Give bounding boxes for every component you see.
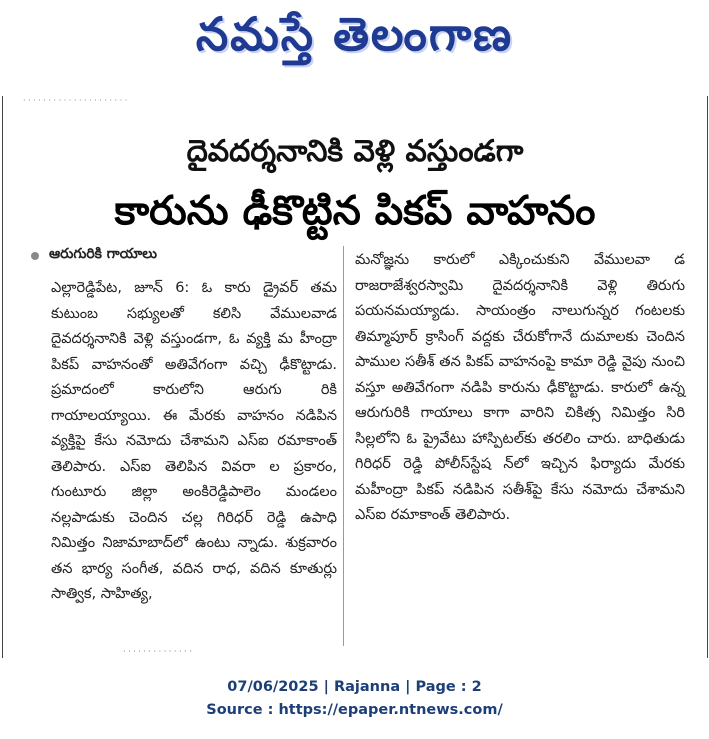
masthead [0, 0, 709, 80]
source-footer [0, 676, 709, 722]
column-left-text: ఎల్లారెడ్డిపేట, జూన్ 6: ఓ కారు డ్రైవర్ తమ కుటుంబ సభ్యులతో కలిసి వేములవాడ దైవదర్శనానికి వెళ్లి వస్తుండగా, ఓ వ్యక్తి మ హీంద్రా పికప్ వాహనంతో అతివేగంగా వచ్చి ఢీకొట్టాడు. ప్రమాదంలో కారులోని ఆరుగు రికి గాయాలయ్యాయి. ఈ మేరకు వాహనం నడిపిన వ్యక్తిపై కేసు నమోదు చేశామని ఎస్ఐ రమాకాంత్ తెలిపారు. ఎస్ఐ తెలిపిన వివరా ల ప్రకారం, గుంటూరు జిల్లా అంకిరెడ్డిపాలెం మండలం నల్లపాడుకు చెందిన చల్ల గిరిధర్ రెడ్డి ఉపాధి నిమిత్తం నిజామాబాద్‌లో ఉంటు న్నాడు. శుక్రవారం తన భార్య సంగీత, వదిన రాధ, వదిన కూతుర్లు సాత్విక, సాహిత్య, [51, 280, 337, 602]
subheading [31, 246, 157, 265]
headline-line-1: దైవదర్శనానికి వెళ్లి వస్తుండగా [186, 134, 524, 169]
cropped-dateline-strip: · · · · · · · · · · · · · · · · · · · · · [23, 96, 128, 105]
footer-date-edition: 07/06/2025 | Rajanna | Page : 2 [227, 679, 482, 695]
headline-line-2: కారును ఢీకొట్టిన పికప్ వాహనం [114, 188, 596, 234]
article-column-right [355, 248, 685, 529]
subheading-text: ఆరుగురికి గాయాలు [49, 246, 157, 262]
footer-source-link[interactable]: Source : https://epaper.ntnews.com/ [206, 702, 503, 718]
cropped-bottom-strip: · · · · · · · · · · · · · · [123, 647, 192, 656]
column-divider [343, 246, 344, 646]
column-right-text: మనోజ్ఞను కారులో ఎక్కించుకుని వేములవా డ రాజరాజేశ్వరస్వామి దైవదర్శనానికి వెళ్లి తిరుగు పయనమయ్యాడు. సాయంత్రం నాలుగున్నర గంటలకు తిమ్మాపూర్ క్రాసింగ్ వద్దకు చేరుకోగానే దుమాలకు చెందిన పాముల సతీశ్ తన పికప్ వాహనంపై కామా రెడ్డి వైపు నుంచి వస్తూ అతివేగంగా నడిపి కారును ఢీకొట్టాడు. కారులో ఉన్న ఆరుగురికి గాయాలు కాగా వారిని చికిత్స నిమిత్తం సిరి సిల్లలోని ఓ ప్రైవేటు హాస్పిటల్‌కు తరలిం చారు. బాధితుడు గిరిధర్ రెడ్డి పోలీస్‌స్టేష న్‌లో ఇచ్చిన ఫిర్యాదు మేరకు మహీంద్రా పికప్ నడిపిన సతీశ్‌పై కేసు నమోదు చేశామని ఎస్ఐ రమాకాంత్ తెలిపారు. [355, 252, 685, 523]
newspaper-logo: నమస్తే తెలంగాణ [195, 7, 514, 61]
bullet-icon [31, 252, 39, 260]
article-column-left [51, 276, 337, 608]
article-clipping [2, 96, 708, 658]
